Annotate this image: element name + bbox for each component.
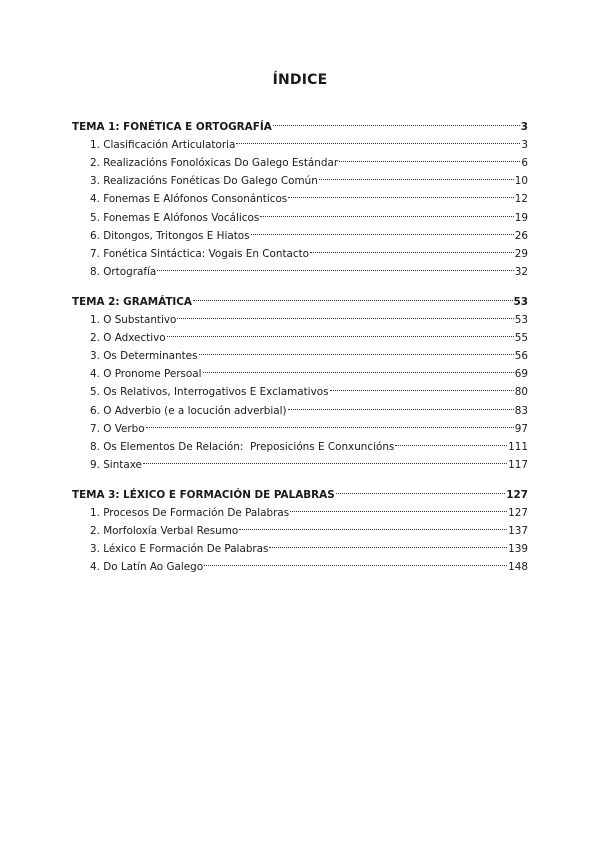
dot-leader (146, 414, 514, 432)
dot-leader (339, 148, 520, 166)
toc-page-number: 3 (521, 139, 528, 152)
toc-page-number: 32 (514, 265, 528, 278)
toc-entry-label: 2. O Adxectivo (90, 332, 166, 345)
toc-page-number: 69 (514, 368, 528, 381)
toc-entry-label: 4. Fonemas E Alófonos Consonánticos (90, 193, 288, 206)
dot-leader (203, 359, 514, 377)
dot-leader (193, 287, 513, 305)
toc-heading[interactable] (72, 480, 528, 501)
toc-page-number: 97 (514, 422, 528, 435)
dot-leader (167, 323, 514, 341)
toc-page-number: 19 (514, 211, 528, 224)
page-title: ÍNDICE (272, 72, 328, 88)
toc-entry-label: 7. O Verbo (90, 422, 145, 435)
dot-leader (143, 450, 507, 468)
toc-entry-label: 1. Clasificación Articulatoria (90, 139, 236, 152)
dot-leader (236, 130, 520, 148)
toc-page-number: 26 (514, 229, 528, 242)
toc-entry-label: 7. Fonética Sintáctica: Vogais En Contacto (90, 247, 310, 260)
toc-page-number: 111 (508, 440, 528, 453)
toc-entry-label: 6. Ditongos, Tritongos E Hiatos (90, 229, 250, 242)
toc-heading[interactable] (72, 112, 528, 134)
dot-leader (269, 534, 507, 552)
dot-leader (177, 305, 513, 323)
toc-page-number: 83 (514, 404, 528, 417)
toc-page-number: 139 (508, 543, 528, 556)
toc-entry-label: 4. O Pronome Persoal (90, 368, 202, 381)
dot-leader (336, 480, 506, 498)
toc-page-number: 29 (514, 247, 528, 260)
toc-page-number: 12 (514, 193, 528, 206)
toc-heading-label: TEMA 3: LÉXICO E FORMACIÓN DE PALABRAS (72, 488, 335, 501)
dot-leader (239, 516, 507, 534)
dot-leader (319, 166, 514, 184)
toc-entry-label: 2. Morfoloxía Verbal Resumo (90, 525, 239, 538)
dot-leader (288, 395, 514, 413)
toc-section-tema-1 (72, 112, 528, 278)
toc-entry-label: 3. Realizacións Fonéticas Do Galego Común (90, 175, 318, 188)
toc-page-number: 127 (508, 506, 528, 519)
toc-heading[interactable] (72, 287, 528, 308)
toc-page-number: 53 (514, 314, 528, 327)
dot-leader (157, 257, 514, 275)
toc-entry-label: 1. O Substantivo (90, 314, 177, 327)
dot-leader (199, 341, 514, 359)
dot-leader (288, 184, 514, 202)
toc-entry-label: 4. Do Latín Ao Galego (90, 561, 204, 574)
dot-leader (395, 432, 507, 450)
toc-page-number: 127 (506, 488, 528, 501)
toc-entry-label: 9. Sintaxe (90, 458, 142, 471)
toc-entry-label: 8. Os Elementos De Relación: Preposicións E Conxuncións (90, 440, 395, 453)
dot-leader (290, 498, 507, 516)
dot-leader (330, 377, 514, 395)
toc-page-number: 55 (514, 332, 528, 345)
toc-page-number: 53 (513, 295, 528, 308)
toc-entry-label: 1. Procesos De Formación De Palabras (90, 506, 290, 519)
toc-page-number: 137 (508, 525, 528, 538)
dot-leader (310, 239, 514, 257)
toc-page-number: 117 (508, 458, 528, 471)
toc-entry-label: 2. Realizacións Fonolóxicas Do Galego Estándar (90, 157, 339, 170)
toc-heading-label: TEMA 1: FONÉTICA E ORTOGRAFÍA (72, 121, 272, 134)
toc-entry-label: 6. O Adverbio (e a locución adverbial) (90, 404, 287, 417)
dot-leader (251, 221, 514, 239)
toc-section-tema-3 (72, 480, 528, 574)
toc-page-number: 3 (520, 121, 528, 134)
dot-leader (204, 552, 507, 570)
toc-page-number: 56 (514, 350, 528, 363)
toc-heading-label: TEMA 2: GRAMÁTICA (72, 295, 192, 308)
dot-leader (273, 112, 520, 130)
toc-page-number: 6 (521, 157, 528, 170)
toc-entry-label: 5. Os Relativos, Interrogativos E Exclamativos (90, 386, 329, 399)
toc-entry-label: 3. Léxico E Formación De Palabras (90, 543, 269, 556)
toc-entry-label: 3. Os Determinantes (90, 350, 198, 363)
toc-page-number: 148 (508, 561, 528, 574)
toc-entry-label: 5. Fonemas E Alófonos Vocálicos (90, 211, 260, 224)
table-of-contents (72, 112, 528, 582)
dot-leader (260, 202, 514, 220)
toc-section-tema-2 (72, 287, 528, 471)
toc-entry-label: 8. Ortografía (90, 265, 157, 278)
toc-page-number: 80 (514, 386, 528, 399)
toc-page-number: 10 (514, 175, 528, 188)
